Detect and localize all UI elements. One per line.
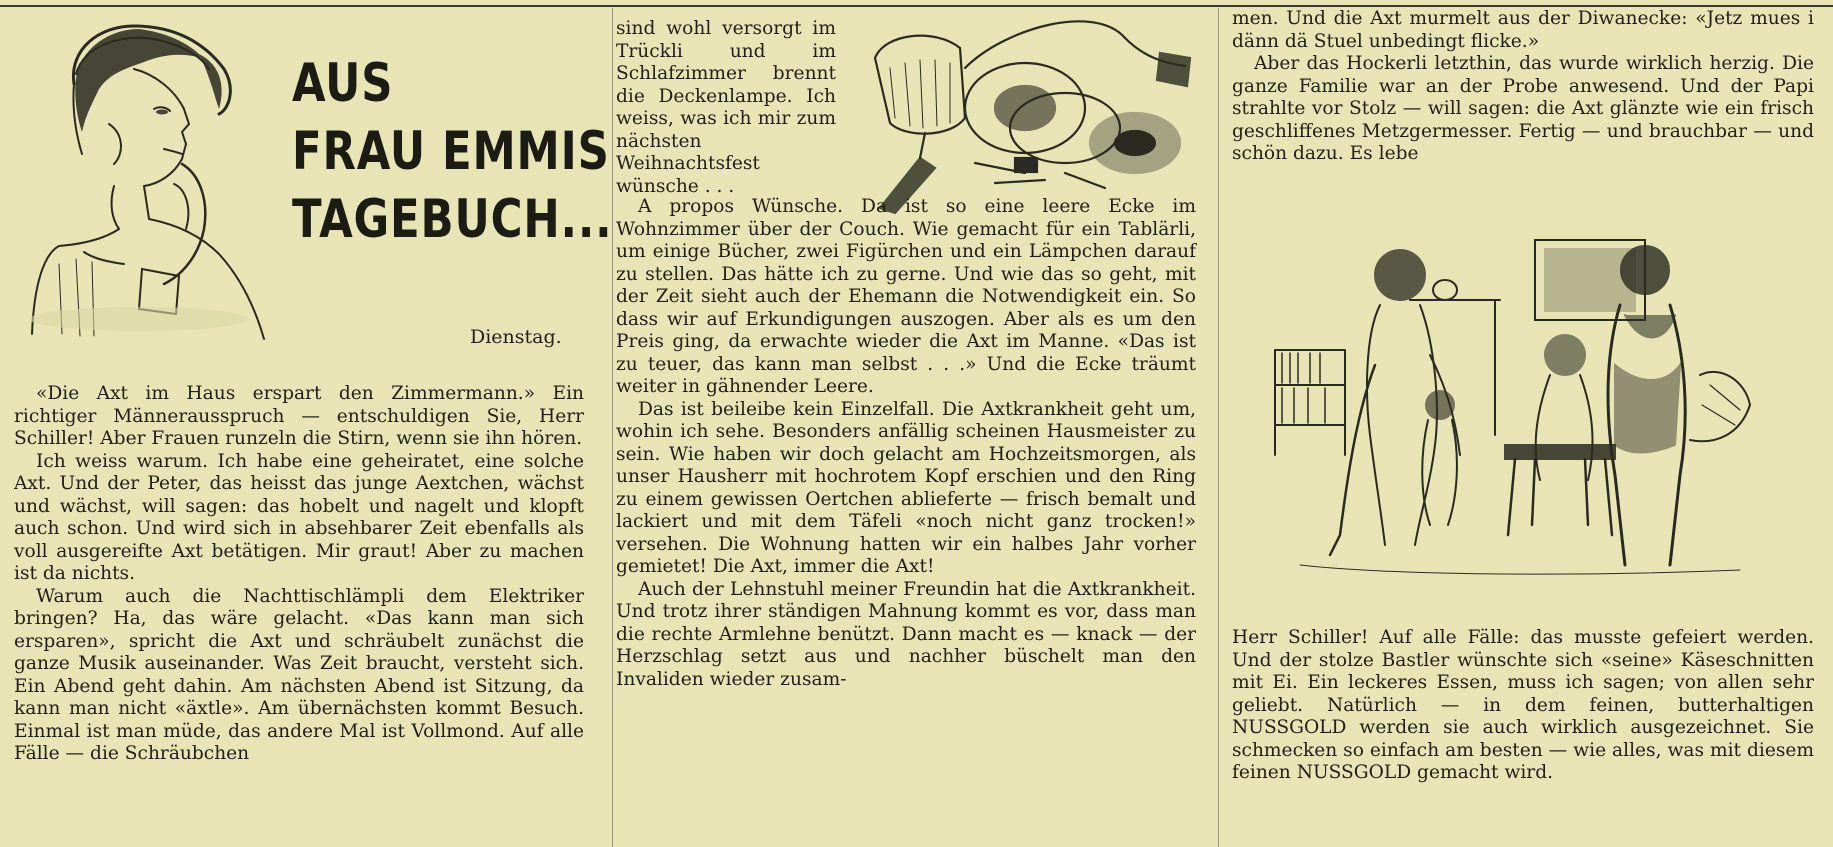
paragraph: A propos Wünsche. Da ist so eine leere Ecke im Wohnzimmer über der Couch. Wie gemacht für ein Tablärli, um einige Bücher, zwei Figürchen und ein Lämpchen darauf zu stellen. Das hätte ich zu gerne. Und wie das so geht, mit der Zeit sieht auch der Ehemann die Notwendigkeit ein. So dass wir auf Erkundigungen auszogen. Aber als es um den Preis ging, da erwachte wieder die Axt im Manne. «Das ist zu teuer, das kann man selbst . . .» Und die Ecke träumt weiter in gähnender Leere. (616, 196, 1196, 397)
article-title (292, 50, 613, 254)
article-column-3-top (1232, 8, 1814, 166)
diary-date: Dienstag. (470, 326, 562, 348)
woman-portrait-illustration (14, 14, 284, 344)
lamp-illustration (865, 8, 1205, 218)
top-rule (0, 5, 1833, 7)
column-divider (1218, 8, 1219, 847)
paragraph: «Die Axt im Haus erspart den Zimmermann.» Ein richtiger Männerausspruch — entschuldigen Sie, Herr Schiller! Aber Frauen runzeln die Stirn, wenn sie ihn hören. (14, 383, 584, 449)
article-column-2-top (616, 18, 836, 198)
paragraph: Herr Schiller! Auf alle Fälle: das musste gefeiert werden. Und der stolze Bastler wünschte sich «seine» Käseschnitten mit Ei. Ein leckeres Essen, muss ich sagen; von allen sehr geliebt. Natürlich — in dem feinen, butterhaltigen NUSSGOLD werden sie auch wirklich ausgezeichnet. Sie schmecken so einfach am besten — wie alles, was mit diesem feinen NUSSGOLD gemacht wird. (1232, 627, 1814, 783)
title-line: AUS (292, 53, 394, 114)
article-column-1 (14, 383, 584, 766)
title-line: TAGEBUCH... (292, 189, 613, 250)
paragraph: Ich weiss warum. Ich habe eine geheiratet, eine solche Axt. Und der Peter, das heisst das junge Aextchen, wächst und wächst, will sagen: das hobelt und nagelt und klopft auch schon. Und wird sich in absehbarer Zeit ebenfalls als voll ausgereifte Axt betätigen. Mir graut! Aber zu machen ist da nichts. (14, 450, 584, 584)
paragraph: Das ist beileibe kein Einzelfall. Die Axtkrankheit geht um, wohin ich sehe. Besonders anfällig scheinen Hausmeister zu sein. Wie haben wir doch gelacht am Hochzeitsmorgen, als unser Hausherr mit hochrotem Kopf erschien und den Ring zu einem gewissen Oertchen ablieferte — frisch bemalt und lackiert und mit dem Täfeli «noch nicht ganz trocken!» versehen. Die Wohnung hatten wir ein halbes Jahr vorher gemietet! Die Axt, immer die Axt! (616, 398, 1196, 577)
paragraph: Warum auch die Nachttischlämpli dem Elektriker bringen? Ha, das wäre gelacht. «Das kann man sich ersparen», spricht die Axt und schräubelt zunächst die ganze Musik auseinander. Was Zeit braucht, versteht sich. Ein Abend geht dahin. Am nächsten Abend ist Sitzung, da kann man nicht «äxtle». Am übernächsten kommt Besuch. Einmal ist man müde, das andere Mal ist Vollmond. Auf alle Fälle — die Schräubchen (14, 585, 584, 764)
paragraph: Auch der Lehnstuhl meiner Freundin hat die Axtkrankheit. Und trotz ihrer ständigen Mahnung kommt es vor, dass man die rechte Armlehne benützt. Dann macht es — knack — der Herzschlag setzt aus und nachher büschelt man den Invaliden wieder zusam- (616, 578, 1196, 690)
paragraph: Aber das Hockerli letzthin, das wurde wirklich herzig. Die ganze Familie war an der Probe anwesend. Und der Papi strahlte vor Stolz — will sagen: die Axt glänzte wie ein frisch geschliffenes Metzgermesser. Fertig — und brauchbar — und schön dazu. Es lebe (1232, 53, 1814, 164)
family-illustration (1270, 235, 1770, 580)
article-column-3-bottom (1232, 627, 1814, 785)
paragraph: men. Und die Axt murmelt aus der Diwanecke: «Jetz mues i dänn dä Stuel unbedingt flicke.» (1232, 8, 1814, 52)
article-column-2 (616, 196, 1196, 691)
paragraph: sind wohl versorgt im Trückli und im Schlafzimmer brennt die Deckenlampe. Ich weiss, was ich mir zum nächsten Weihnachtsfest wünsche . . . (616, 18, 836, 197)
title-line: FRAU EMMIS (292, 121, 610, 182)
